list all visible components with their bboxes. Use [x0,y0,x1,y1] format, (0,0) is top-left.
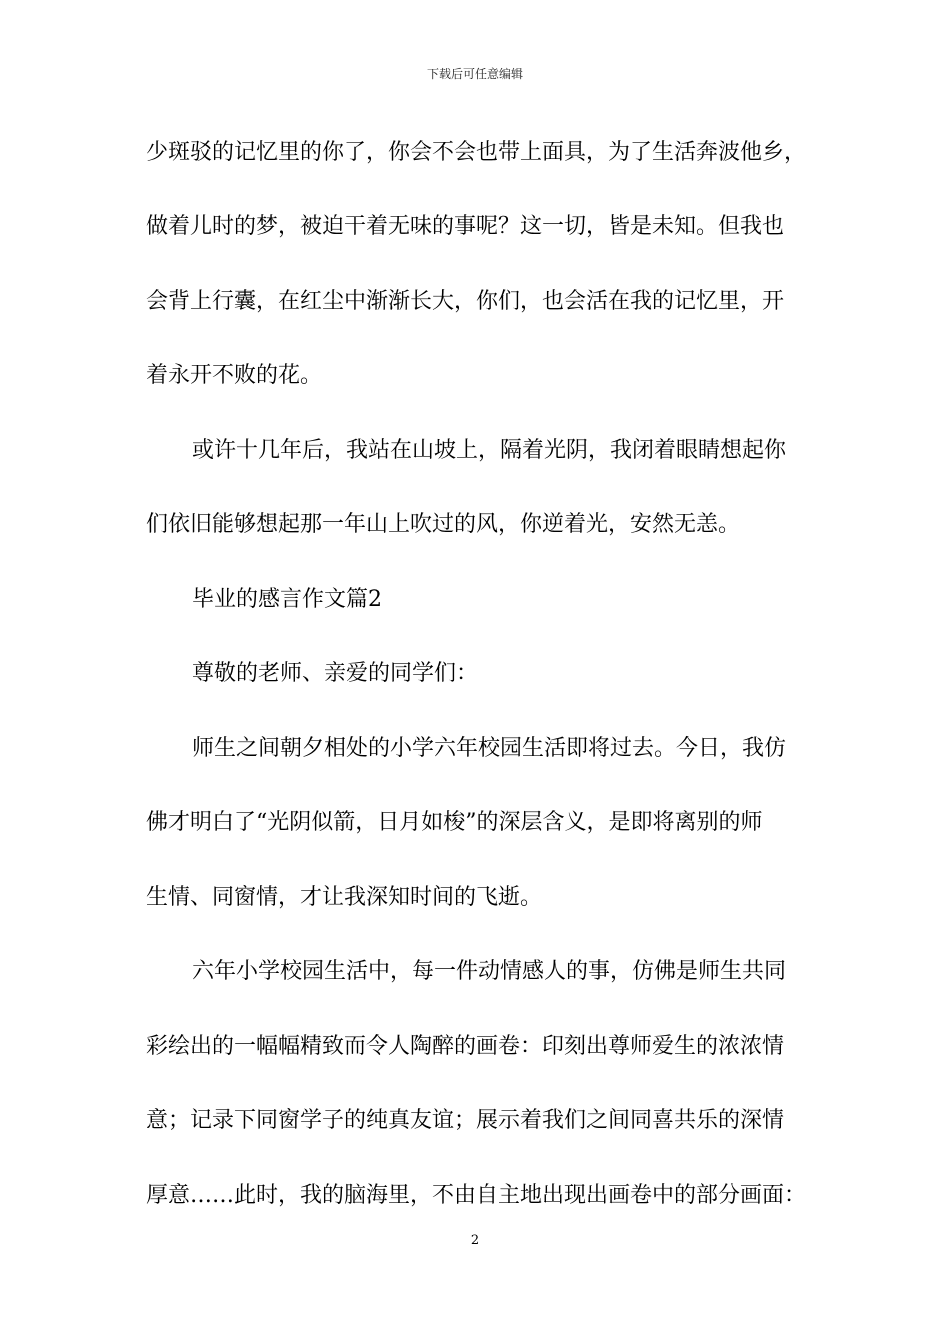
text-line: 做着儿时的梦，被迫干着无味的事呢？这一切，皆是未知。但我也 [146,214,785,239]
text-line: 佛才明白了“光阴似箭，日月如梭”的深层含义，是即将离别的师 [146,810,763,835]
page-header: 下载后可任意编辑 [426,67,523,81]
text-line: 着永开不败的花。 [146,363,323,388]
text-line: 师生之间朝夕相处的小学六年校园生活即将过去。今日，我仿 [192,736,787,761]
section-heading: 毕业的感言作文篇2 [192,587,382,612]
text-line: 厚意……此时，我的脑海里，不由自主地出现出画卷中的部分画面： [146,1183,807,1208]
text-line: 彩绘出的一幅幅精致而令人陶醉的画卷：印刻出尊师爱生的浓浓情 [146,1034,785,1059]
text-line: 们依旧能够想起那一年山上吹过的风，你逆着光，安然无恙。 [146,512,741,537]
text-line: 六年小学校园生活中，每一件动情感人的事，仿佛是师生共同 [192,959,787,984]
page-number: 2 [470,1233,480,1248]
text-line: 少斑驳的记忆里的你了，你会不会也带上面具，为了生活奔波他乡， [146,140,807,165]
salutation: 尊敬的老师、亲爱的同学们： [192,661,479,686]
text-line: 意；记录下同窗学子的纯真友谊；展示着我们之间同喜共乐的深情 [146,1108,785,1133]
text-line: 会背上行囊，在红尘中渐渐长大，你们，也会活在我的记忆里，开 [146,289,785,314]
text-line: 或许十几年后，我站在山坡上，隔着光阴，我闭着眼睛想起你 [192,438,787,463]
text-line: 生情、同窗情，才让我深知时间的飞逝。 [146,885,543,910]
